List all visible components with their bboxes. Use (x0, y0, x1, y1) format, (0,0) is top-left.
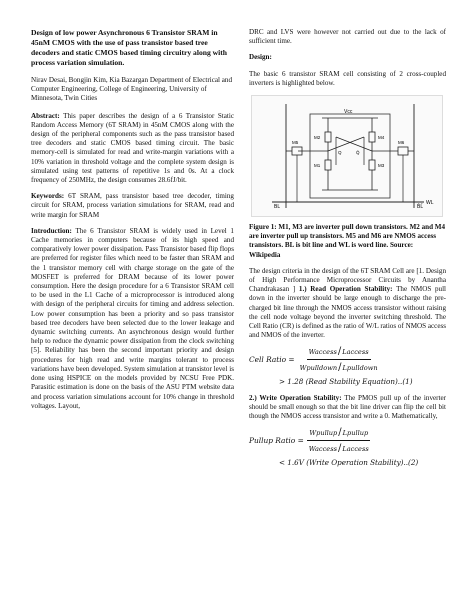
eq2-num-w: Wpullup (309, 428, 338, 437)
write-stability-text: The PMOS pull up of the inverter should be small enough so that the bit line driver can flip the cell bit though the NMOS access transistor and write a 0. Mathematically, (249, 393, 446, 421)
left-column (31, 28, 234, 411)
abstract-label: Abstract: (31, 111, 60, 120)
abstract-text: This paper describes the design of a 6 Transistor Static Random Access Memory (6T SRAM) in 45nM CMOS along with the design of the peripheral components such as the pass transistor based tree decoders and static CMOS based timing circuit. The basic memory-cell is simulated for read and write-margin variations with a 10% variation in threshold voltage and the complete system design is simulated using test patterns of repetitive 1s and 0s. At a clock frequency of 250MHz, the design consumes 28.6fJ/bit. (31, 111, 234, 185)
eq2-den-w: Waccess (308, 444, 337, 453)
design-criteria-paragraph (249, 267, 446, 341)
design-heading: Design: (249, 53, 272, 62)
read-stability-label: 1.) Read Operation Stability: (298, 285, 393, 294)
authors-affiliation: Nirav Desai, Bongjin Kim, Kia Bazargan Department of Electrical and Computer Engineering, College of Engineering, University of Minnesota, Twin Cities (31, 76, 232, 103)
continued-text: DRC and LVS were however not carried out due to the lack of sufficient time. (249, 28, 446, 46)
m2-transistor (325, 132, 331, 142)
read-stability-text: The NMOS pull down in the inverter should be large enough to discharge the pre-charged bit line through the NMOS access transistor without raising the cell node voltage beyond the inverter switching threshold. The Cell Ratio (CR) is defined as the ratio of W/L ratios of NMOS access and NMOS of the inverter. (249, 285, 447, 340)
keywords-text: 6T SRAM, pass transistor based tree decoder, timing circuit for SRAM, process variation simulations for SRAM, read and write margin for SRAM (31, 192, 234, 219)
sram-cell-schematic (252, 96, 442, 216)
write-stability-label: 2.) Write Operation Stability: (249, 393, 342, 402)
cell-highlight-box (310, 114, 390, 198)
keywords-label: Keywords: (31, 192, 65, 201)
figure-caption: Figure 1: M1, M3 are inverter pull down transistors. M2 and M4 are inverter pull up transistors. M5 and M6 are NMOS access transistors. BL is bit line and WL is word line. Source: Wikipedia (249, 223, 446, 259)
m4-transistor (369, 132, 375, 142)
design-text: The basic 6 transistor SRAM cell consisting of 2 cross-coupled inverters is highlighted below. (249, 69, 446, 87)
m6-transistor (398, 147, 408, 155)
eq1-num-l: Laccess (342, 347, 369, 356)
qbar-label: Q̄ (356, 150, 360, 156)
pullup-ratio-lhs: Pullup Ratio = (249, 436, 304, 446)
m2-label: M2 (314, 135, 321, 141)
eq2-num-l: Lpullup (342, 428, 369, 437)
m1-transistor (325, 160, 331, 170)
pullup-ratio-fraction: Wpullup / Lpullup Waccess / Laccess (308, 427, 369, 455)
vcc-label: Vcc (344, 109, 353, 116)
sram-cell-figure (251, 95, 443, 217)
eq1-den-l: Lpulldown (342, 363, 378, 372)
eq1-num-w: Waccess (308, 347, 337, 356)
introduction-text: The 6 Transistor SRAM is widely used in Level 1 Cache memories in computers because of its high speed and comparatively lower power dissipation. Pass Transistor based flip flops are preferred for register files which need to be faster than SRAM and the 1 transistor memory cell with charge storage on the gate of the MOSFET is preferred for DRAM because of its lower power consumption. Here the design procedure for a 6 Transistor SRAM cell to be used in the L1 Cache of a microprocessor is introduced along with design of the peripheral circuits for timing and address selection. Low power consumption has been a priority and so pass transistor based tree decoders have been selected due to the lower leakage and dynamic switching currents. An asynchronous design would further help to reduce the dynamic power dissipation from the clock switching [5]. Reliability has been the second important priority and design procedures for high read and write margins tolerant to process variations have been developed. System simulation at transistor level is done using HSPICE on the models provided by NCSU Free PDK. Parasitic estimation is done on the basis of the ASU PTM website data and process variation simulations account for 10% change in threshold voltages. Layout, (31, 226, 234, 410)
cell-ratio-equation (249, 346, 446, 373)
cell-ratio-lhs: Cell Ratio = (249, 355, 295, 365)
m3-label: M3 (378, 163, 385, 169)
bl-label: BL (274, 204, 281, 211)
abstract-paragraph (31, 112, 234, 186)
pullup-ratio-condition: < 1.6V (Write Operation Stability)..(2) (279, 458, 419, 468)
introduction-paragraph (31, 227, 234, 411)
blbar-label: B̄L̄ (417, 204, 424, 211)
right-column (249, 28, 446, 467)
introduction-label: Introduction: (31, 226, 72, 235)
cell-ratio-fraction: Waccess / Laccess Wpulldown / Lpulldown (299, 346, 378, 374)
pullup-ratio-equation (249, 427, 446, 454)
m3-transistor (369, 160, 375, 170)
m5-label: M5 (292, 140, 299, 146)
eq1-den-w: Wpulldown (299, 363, 338, 372)
m1-label: M1 (314, 163, 321, 169)
eq2-den-l: Laccess (342, 444, 369, 453)
design-criteria-intro: The design criteria in the design of the 6T SRAM Cell are [1. Design of High Performance Microprocessor Circuits by Anantha Chandrakasan ] (249, 266, 446, 294)
paper-title: Design of low power Asynchronous 6 Transistor SRAM in 45nM CMOS with the use of pass transistor based tree decoders and static CMOS based timing circuitry along with process variation simulation. (31, 28, 228, 67)
cell-ratio-condition: > 1.28 (Read Stability Equation)..(1) (279, 377, 413, 387)
m6-label: M6 (398, 140, 405, 146)
q-label: Q (338, 150, 342, 156)
m4-label: M4 (378, 135, 385, 141)
write-stability-paragraph (249, 394, 446, 422)
keywords-paragraph (31, 192, 234, 220)
wl-label: WL (426, 200, 434, 207)
